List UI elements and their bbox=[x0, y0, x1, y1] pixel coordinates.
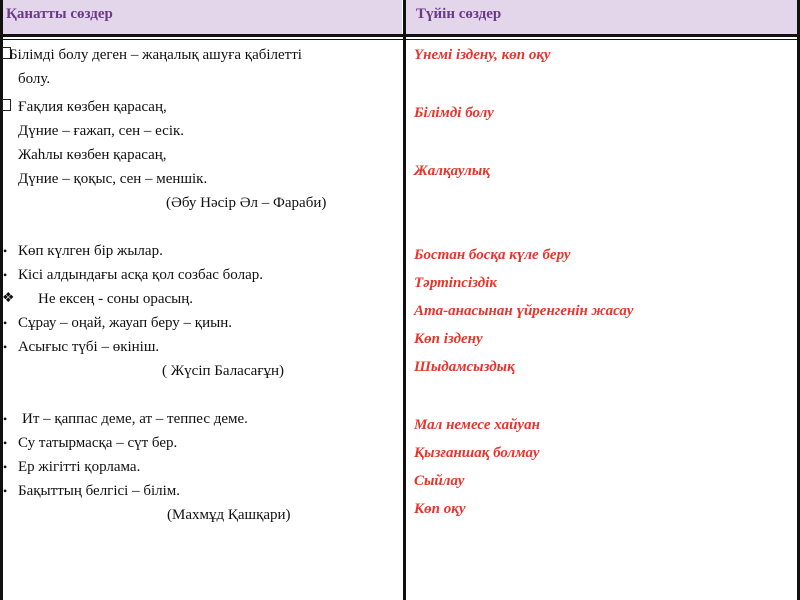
keyword-line: Ата-анасынан үйренгенін жасау bbox=[414, 303, 634, 319]
quote-author: (Махмұд Қашқари) bbox=[167, 507, 291, 523]
dot-bullet-icon: • bbox=[3, 316, 8, 330]
dot-bullet-icon: • bbox=[3, 412, 8, 426]
keyword-line: Тәртіпсіздік bbox=[414, 275, 497, 291]
dot-bullet-icon: • bbox=[3, 436, 8, 450]
dot-bullet-icon: • bbox=[3, 340, 8, 354]
quote-line: Білімді болу деген – жаңалық ашуға қабілетті bbox=[9, 47, 302, 63]
quote-line: Ит – қаппас деме, ат – теппес деме. bbox=[22, 411, 248, 427]
quote-line: Ер жігітті қорлама. bbox=[18, 459, 141, 475]
header-cell-left bbox=[0, 0, 402, 34]
keyword-line: Үнемі іздену, көп оқу bbox=[414, 47, 551, 63]
keyword-line: Көп іздену bbox=[414, 331, 483, 347]
keyword-line: Жалқаулық bbox=[414, 163, 490, 179]
quote-line: Ғақлия көзбен қарасаң, bbox=[18, 99, 167, 115]
header-cell-right bbox=[406, 0, 800, 34]
dot-bullet-icon: • bbox=[3, 268, 8, 282]
quote-line: Не ексең - соны орасың. bbox=[38, 291, 194, 307]
quote-line: Су татырмасқа – сүт бер. bbox=[18, 435, 178, 451]
keyword-line: Шыдамсыздық bbox=[414, 359, 515, 375]
quote-line: Көп күлген бір жылар. bbox=[18, 243, 163, 259]
keyword-line: Бостан босқа күле беру bbox=[414, 247, 571, 263]
header-left-label: Қанатты сөздер bbox=[6, 6, 113, 22]
dot-bullet-icon: • bbox=[3, 460, 8, 474]
checkbox-bullet-icon bbox=[2, 98, 11, 116]
quote-line: Кісі алдындағы асқа қол созбас болар. bbox=[18, 267, 263, 283]
keyword-line: Мал немесе хайуан bbox=[414, 417, 540, 433]
keyword-line: Көп оқу bbox=[414, 501, 466, 517]
quote-line: Бақыттың белгісі – білім. bbox=[18, 483, 181, 499]
keyword-line: Сыйлау bbox=[414, 473, 465, 489]
dot-bullet-icon: • bbox=[3, 244, 8, 258]
quote-line: болу. bbox=[18, 71, 51, 87]
quote-line: Сұрау – оңай, жауап беру – қиын. bbox=[18, 315, 232, 331]
quote-line: Дүние – ғажап, сен – есік. bbox=[18, 123, 185, 139]
quote-line: Дүние – қоқыс, сен – меншік. bbox=[18, 171, 208, 187]
header-rule-second bbox=[0, 39, 800, 40]
column-divider bbox=[403, 0, 406, 600]
quote-author: (Әбу Нәсір Әл – Фараби) bbox=[166, 195, 327, 211]
dot-bullet-icon: • bbox=[3, 484, 8, 498]
header-rule bbox=[0, 34, 800, 37]
quote-line: Асығыс түбі – өкініш. bbox=[18, 339, 160, 355]
quote-line: Жаһлы көзбен қарасаң, bbox=[18, 147, 167, 163]
diamond-bullet-icon: ❖ bbox=[2, 291, 15, 306]
keyword-line: Білімді болу bbox=[414, 105, 494, 121]
header-right-label: Түйін сөздер bbox=[416, 6, 502, 22]
keyword-line: Қызғаншақ болмау bbox=[414, 445, 540, 461]
quote-author: ( Жүсіп Баласағұн) bbox=[162, 363, 285, 379]
